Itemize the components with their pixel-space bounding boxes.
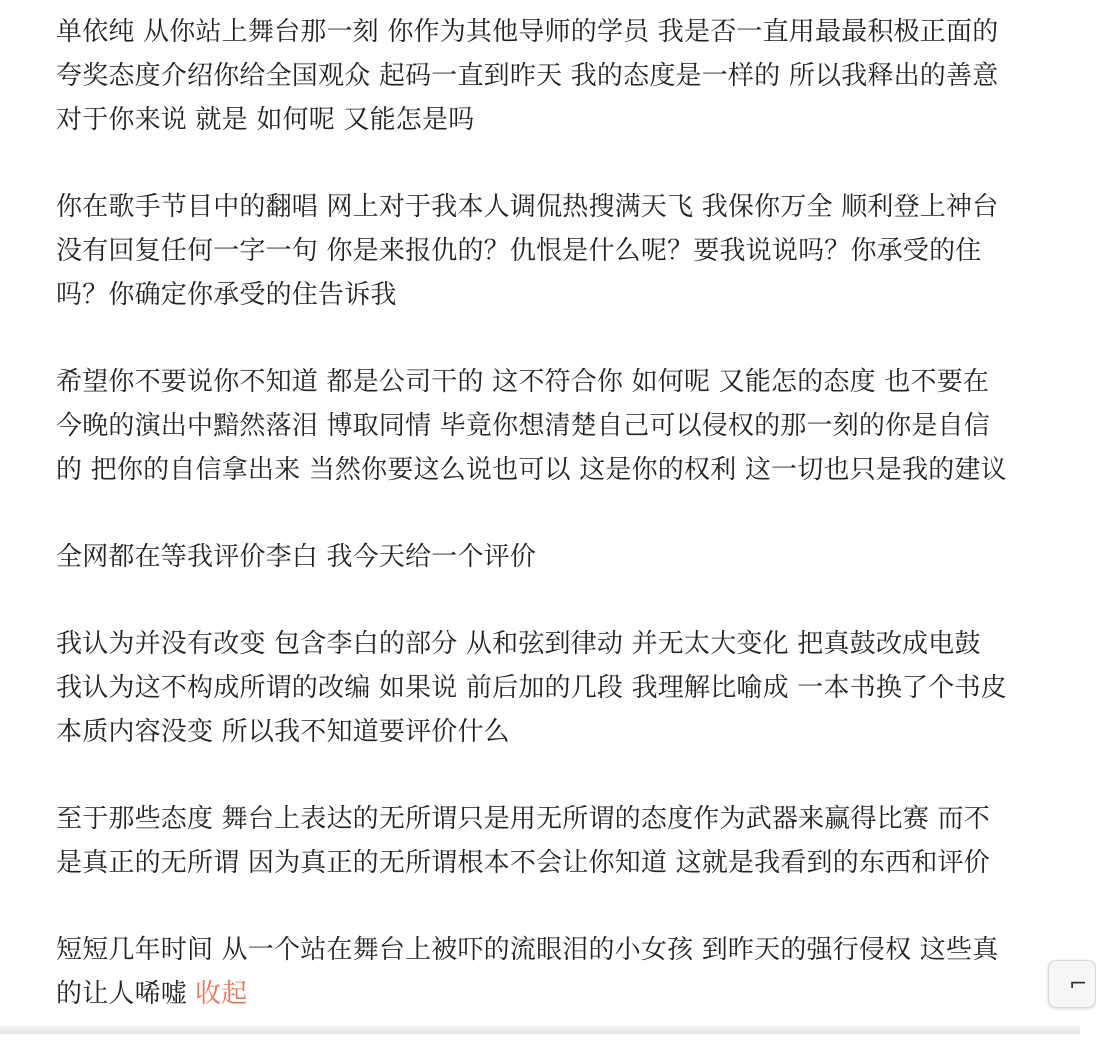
- bracket-icon: ⌐: [1069, 971, 1088, 997]
- text-line-last-content: 的让人唏嘘: [56, 979, 188, 1009]
- paragraph-4: [56, 535, 1056, 579]
- text-line: 对于你来说 就是 如何呢 又能怎是吗: [56, 105, 475, 135]
- text-line: 我认为这不构成所谓的改编 如果说 前后加的几段 我理解比喻成 一本书换了个书皮: [56, 673, 1007, 703]
- floating-side-button[interactable]: [1048, 960, 1096, 1008]
- paragraph-7: [56, 928, 1056, 1016]
- text-line: 希望你不要说你不知道 都是公司干的 这不符合你 如何呢 又能怎的态度 也不要在: [56, 367, 990, 397]
- bottom-edge-bar: [0, 1026, 1080, 1034]
- text-line: 本质内容没变 所以我不知道要评价什么: [56, 717, 510, 747]
- text-line: 我认为并没有改变 包含李白的部分 从和弦到律动 并无太大变化 把真鼓改成电鼓: [56, 629, 981, 659]
- paragraph-6: [56, 797, 1056, 885]
- text-line: 短短几年时间 从一个站在舞台上被吓的流眼泪的小女孩 到昨天的强行侵权 这些真: [56, 935, 999, 965]
- text-line: 的 把你的自信拿出来 当然你要这么说也可以 这是你的权利 这一切也只是我的建议: [56, 455, 1007, 485]
- text-line-last: [56, 972, 1056, 1016]
- paragraph-5: [56, 622, 1056, 754]
- text-line: 你在歌手节目中的翻唱 网上对于我本人调侃热搜满天飞 我保你万全 顺利登上神台: [56, 192, 999, 222]
- text-line: 单依纯 从你站上舞台那一刻 你作为其他导师的学员 我是否一直用最最积极正面的: [56, 17, 999, 47]
- text-line: 是真正的无所谓 因为真正的无所谓根本不会让你知道 这就是我看到的东西和评价: [56, 848, 990, 878]
- paragraph-3: [56, 360, 1056, 492]
- collapse-link[interactable]: 收起: [195, 979, 248, 1009]
- text-line: 吗？你确定你承受的住告诉我: [56, 280, 397, 310]
- text-line: 夸奖态度介绍你给全国观众 起码一直到昨天 我的态度是一样的 所以我释出的善意: [56, 61, 999, 91]
- text-line: 全网都在等我评价李白 我今天给一个评价: [56, 542, 537, 572]
- text-line: 没有回复任何一字一句 你是来报仇的？仇恨是什么呢？要我说说吗？你承受的住: [56, 236, 982, 266]
- paragraph-1: [56, 10, 1056, 142]
- post-body: [56, 10, 1056, 1059]
- text-line: 今晚的演出中黯然落泪 博取同情 毕竟你想清楚自己可以侵权的那一刻的你是自信: [56, 411, 990, 441]
- paragraph-2: [56, 185, 1056, 317]
- text-line: 至于那些态度 舞台上表达的无所谓只是用无所谓的态度作为武器来赢得比赛 而不: [56, 804, 990, 834]
